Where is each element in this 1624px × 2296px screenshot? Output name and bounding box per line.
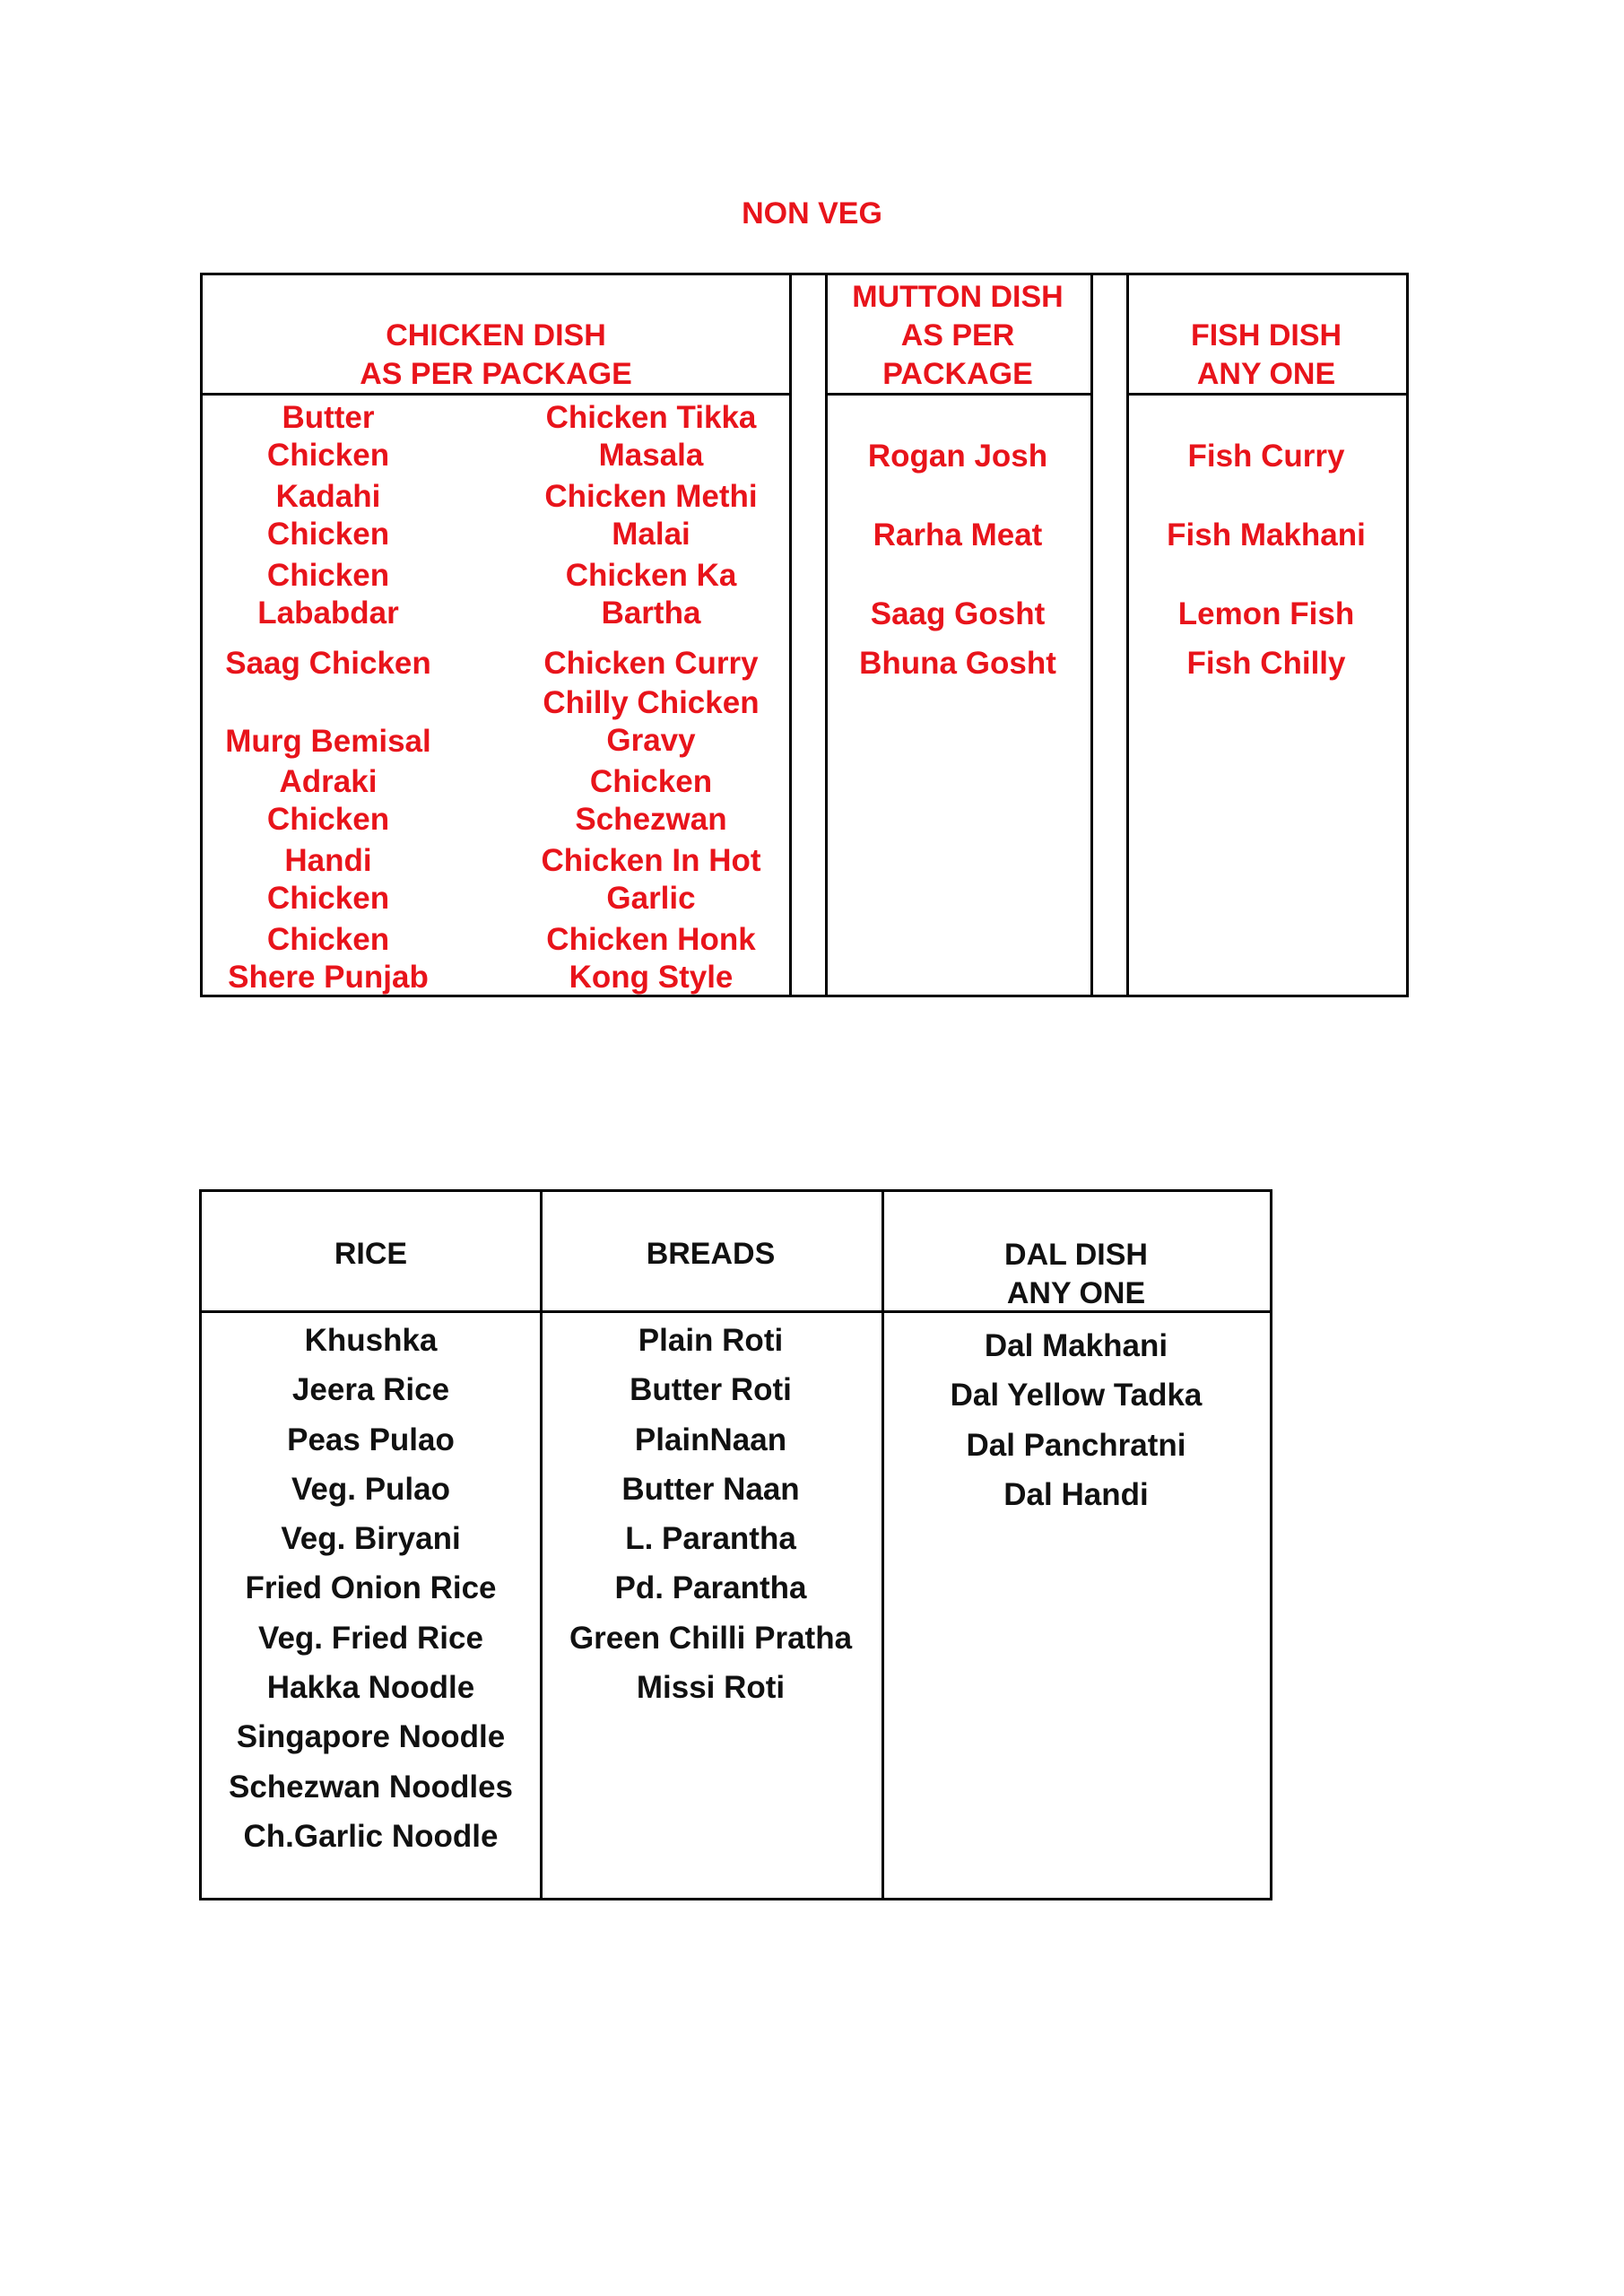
rice-item: Hakka Noodle [266,1670,475,1706]
chicken-dish-item: Chicken Lababdar [257,558,399,631]
rice-item: Ch.Garlic Noodle [243,1818,499,1854]
chicken-dish-item: Chicken Ka Bartha [565,558,737,631]
dal-dish-header: DAL DISH ANY ONE [1004,1238,1148,1310]
bread-item: Butter Roti [630,1372,792,1408]
chicken-dish-item: Chicken Shere Punjab [228,922,429,995]
dal-item: Dal Handi [1003,1476,1149,1512]
mutton-dish-item: Bhuna Gosht [859,646,1056,681]
bread-item: PlainNaan [634,1422,787,1457]
rice-item: Fried Onion Rice [245,1570,497,1606]
page-heading: NON VEG [742,196,882,230]
bread-item: Plain Roti [638,1323,784,1358]
rice-header: RICE [334,1237,408,1271]
column-divider [1090,275,1093,995]
chicken-dish-item: Chicken Methi Malai [544,479,758,552]
chicken-dish-header: CHICKEN DISH AS PER PACKAGE [360,318,632,391]
rice-item: Peas Pulao [287,1422,455,1457]
chicken-dish-item: Chicken Schezwan [575,764,727,837]
bread-item: Missi Roti [636,1670,786,1706]
fish-dish-header: FISH DISH ANY ONE [1190,318,1342,391]
chicken-dish-item: Handi Chicken [266,843,390,916]
chicken-dish-item: Chicken In Hot Garlic [541,843,761,916]
mutton-dish-item: Saag Gosht [870,596,1046,631]
breads-header: BREADS [646,1237,776,1271]
dal-item: Dal Yellow Tadka [950,1378,1203,1413]
rice-item: Veg. Fried Rice [258,1620,483,1656]
fish-dish-item: Lemon Fish [1177,596,1355,631]
bread-item: Green Chilli Pratha [569,1620,853,1656]
rice-item: Veg. Pulao [291,1471,450,1507]
chicken-dish-item: Butter Chicken [266,400,390,473]
fish-dish-item: Fish Makhani [1167,517,1366,552]
chicken-dish-item: Adraki Chicken [266,764,390,837]
chicken-dish-item: Chilly Chicken Gravy [543,685,760,758]
fish-dish-item: Fish Chilly [1186,646,1346,681]
sides-table [199,1189,1272,1900]
chicken-dish-item: Chicken Tikka Masala [545,400,757,473]
chicken-dish-item: Chicken Honk Kong Style [546,922,756,995]
dal-item: Dal Panchratni [966,1427,1186,1463]
rice-list [202,1316,540,1861]
mutton-dish-item: Rogan Josh [867,439,1048,474]
chicken-dish-item: Murg Bemisal [225,724,431,759]
rice-item: Veg. Biryani [281,1521,461,1557]
chicken-dish-item: Kadahi Chicken [266,479,390,552]
dal-item: Dal Makhani [984,1328,1168,1363]
mutton-dish-item: Rarha Meat [873,517,1043,552]
bread-item: L. Parantha [625,1521,796,1557]
breads-list [540,1316,881,1712]
mutton-dish-header: MUTTON DISH AS PER PACKAGE [852,280,1064,391]
chicken-dish-item: Saag Chicken [225,646,431,681]
chicken-dish-item: Chicken Curry [543,646,759,681]
non-veg-table [200,273,1409,997]
rice-item: Jeera Rice [291,1372,450,1408]
rice-item: Khushka [304,1323,438,1358]
rice-item: Singapore Noodle [236,1719,506,1755]
bread-item: Pd. Parantha [614,1570,807,1606]
column-divider [789,275,792,995]
rice-item: Schezwan Noodles [228,1769,514,1805]
bread-item: Butter Naan [621,1471,800,1507]
dal-list [881,1321,1271,1519]
fish-dish-item: Fish Curry [1187,439,1345,474]
